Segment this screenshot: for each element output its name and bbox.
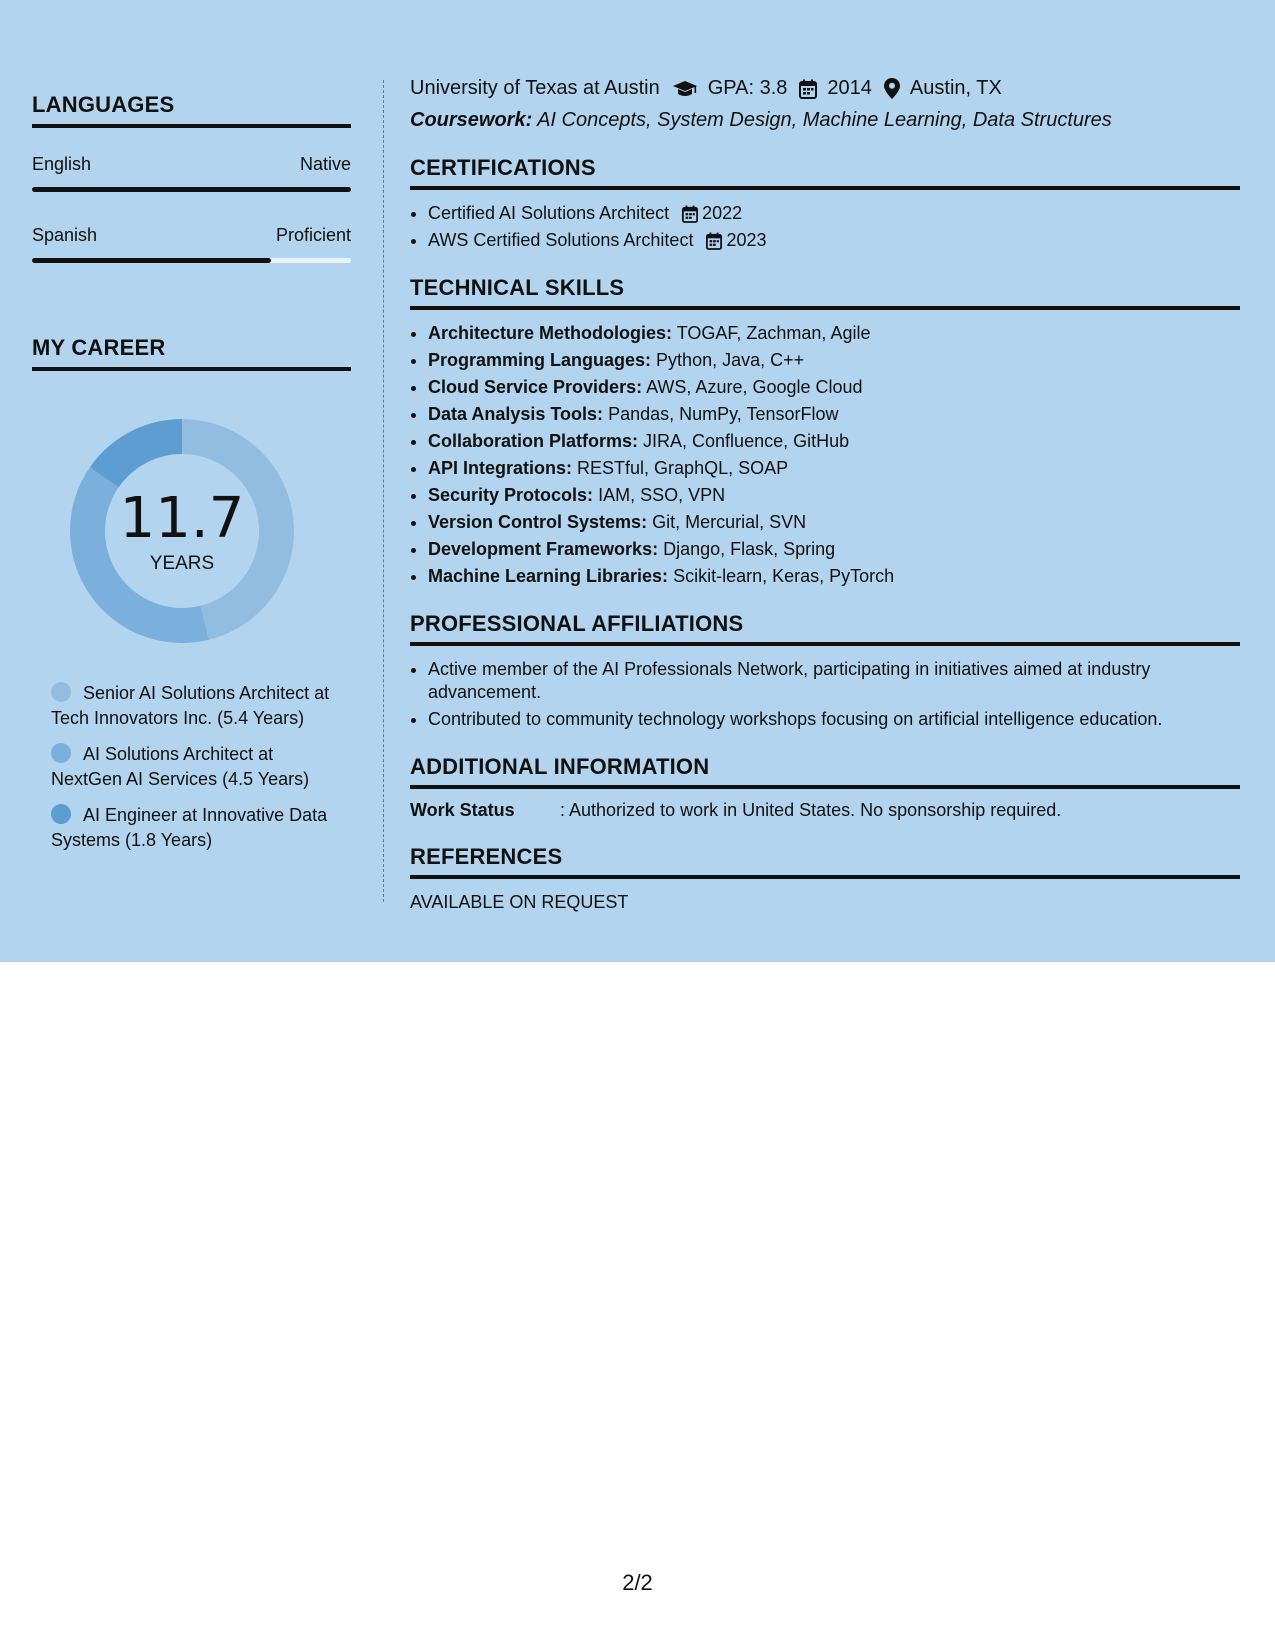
legend-dot-icon xyxy=(51,743,71,763)
affiliation-item: • Active member of the AI Professionals Network, participating in initiatives aimed at industry advancement. xyxy=(428,658,1240,704)
right-column xyxy=(410,77,1240,913)
career-total-unit: YEARS xyxy=(149,553,215,574)
skill-category: Programming Languages: xyxy=(428,350,652,370)
graduation-cap-icon xyxy=(672,79,698,99)
languages-section xyxy=(32,92,351,263)
skill-values: Python, Java, C++ xyxy=(656,350,805,370)
skill-values: Django, Flask, Spring xyxy=(663,539,836,559)
language-item-english xyxy=(32,154,351,192)
skill-item xyxy=(428,376,1240,399)
language-proficiency-fill xyxy=(32,187,351,192)
career-section xyxy=(32,335,351,853)
skill-item xyxy=(428,538,1240,561)
skill-values: AWS, Azure, Google Cloud xyxy=(646,377,863,397)
education-location: Austin, TX xyxy=(909,77,1002,99)
skill-item xyxy=(428,322,1240,345)
languages-heading: LANGUAGES xyxy=(32,92,351,128)
skill-item xyxy=(428,484,1240,507)
language-name: English xyxy=(32,154,92,174)
skill-item xyxy=(428,511,1240,534)
career-role-label: Senior AI Solutions Architect at Tech Innovators Inc. (5.4 Years) xyxy=(51,683,330,728)
skill-values: RESTful, GraphQL, SOAP xyxy=(577,458,789,478)
coursework-list: AI Concepts, System Design, Machine Learning, Data Structures xyxy=(537,109,1112,131)
calendar-icon xyxy=(682,205,698,223)
work-status-value: : Authorized to work in United States. No sponsorship required. xyxy=(560,800,1062,820)
career-legend xyxy=(51,681,341,853)
technical-skills-section xyxy=(410,275,1240,588)
work-status-row xyxy=(410,800,1240,821)
language-level: Proficient xyxy=(275,225,351,245)
skill-category: Version Control Systems: xyxy=(428,512,648,532)
certifications-heading: CERTIFICATIONS xyxy=(410,155,1240,190)
certifications-list xyxy=(410,202,1240,252)
career-role-label: AI Engineer at Innovative Data Systems (1.8 Years) xyxy=(51,805,328,850)
skill-category: Architecture Methodologies: xyxy=(428,323,673,343)
skill-values: TOGAF, Zachman, Agile xyxy=(676,323,871,343)
career-total-years: 11.7 xyxy=(119,486,245,551)
references-heading: REFERENCES xyxy=(410,844,1240,879)
skill-category: Cloud Service Providers: xyxy=(428,377,643,397)
skill-category: Security Protocols: xyxy=(428,485,594,505)
certification-name: • AWS Certified Solutions Architect xyxy=(428,230,694,250)
certification-year: 2022 xyxy=(702,203,743,223)
skill-category: API Integrations: xyxy=(428,458,573,478)
calendar-icon xyxy=(706,232,722,250)
certification-item xyxy=(428,229,1240,252)
skill-values: Scikit-learn, Keras, PyTorch xyxy=(673,566,895,586)
language-proficiency-fill xyxy=(32,258,271,263)
affiliations-heading: PROFESSIONAL AFFILIATIONS xyxy=(410,611,1240,646)
work-status-label: Work Status xyxy=(410,800,515,820)
page-number: 2/2 xyxy=(622,1570,653,1595)
education-coursework xyxy=(410,109,1240,132)
education-gpa: GPA: 3.8 xyxy=(707,77,788,99)
skill-values: IAM, SSO, VPN xyxy=(598,485,726,505)
skill-item xyxy=(428,403,1240,426)
career-donut-chart xyxy=(62,411,302,651)
skill-category: Data Analysis Tools: xyxy=(428,404,604,424)
affiliations-section xyxy=(410,611,1240,731)
legend-dot-icon xyxy=(51,682,71,702)
additional-info-heading: ADDITIONAL INFORMATION xyxy=(410,754,1240,789)
skill-category: Machine Learning Libraries: xyxy=(428,566,669,586)
skill-item xyxy=(428,349,1240,372)
additional-info-section xyxy=(410,754,1240,821)
technical-skills-list xyxy=(410,322,1240,588)
skill-item xyxy=(428,430,1240,453)
language-level: Native xyxy=(299,154,351,174)
skill-category: Development Frameworks: xyxy=(428,539,659,559)
affiliations-list xyxy=(410,658,1240,731)
career-legend-item xyxy=(51,803,341,853)
skill-values: Pandas, NumPy, TensorFlow xyxy=(608,404,839,424)
language-proficiency-bar xyxy=(32,258,351,263)
career-legend-item xyxy=(51,681,341,731)
location-pin-icon xyxy=(884,78,900,99)
language-proficiency-bar xyxy=(32,187,351,192)
language-item-spanish xyxy=(32,225,351,263)
technical-skills-heading: TECHNICAL SKILLS xyxy=(410,275,1240,310)
references-text: AVAILABLE ON REQUEST xyxy=(410,892,629,912)
education-year: 2014 xyxy=(827,77,872,99)
certification-item xyxy=(428,202,1240,225)
skill-values: Git, Mercurial, SVN xyxy=(652,512,807,532)
certifications-section xyxy=(410,155,1240,252)
skill-values: JIRA, Confluence, GitHub xyxy=(643,431,850,451)
skill-item xyxy=(428,457,1240,480)
references-section xyxy=(410,844,1240,913)
left-column xyxy=(32,92,351,864)
certification-name: • Certified AI Solutions Architect xyxy=(428,203,670,223)
education-school: University of Texas at Austin xyxy=(410,77,660,99)
education-section xyxy=(410,77,1240,132)
certification-year: 2023 xyxy=(726,230,767,250)
affiliation-item: • Contributed to community technology workshops focusing on artificial intelligence education. xyxy=(428,708,1240,731)
legend-dot-icon xyxy=(51,804,71,824)
calendar-icon xyxy=(799,79,817,99)
skill-category: Collaboration Platforms: xyxy=(428,431,639,451)
career-role-label: AI Solutions Architect at NextGen AI Services (4.5 Years) xyxy=(51,744,310,789)
education-details xyxy=(410,77,1240,100)
career-heading: MY CAREER xyxy=(32,335,351,371)
language-name: Spanish xyxy=(32,225,98,245)
skill-item xyxy=(428,565,1240,588)
career-legend-item xyxy=(51,742,341,792)
coursework-label: Coursework: xyxy=(410,109,533,131)
column-divider xyxy=(383,80,384,902)
